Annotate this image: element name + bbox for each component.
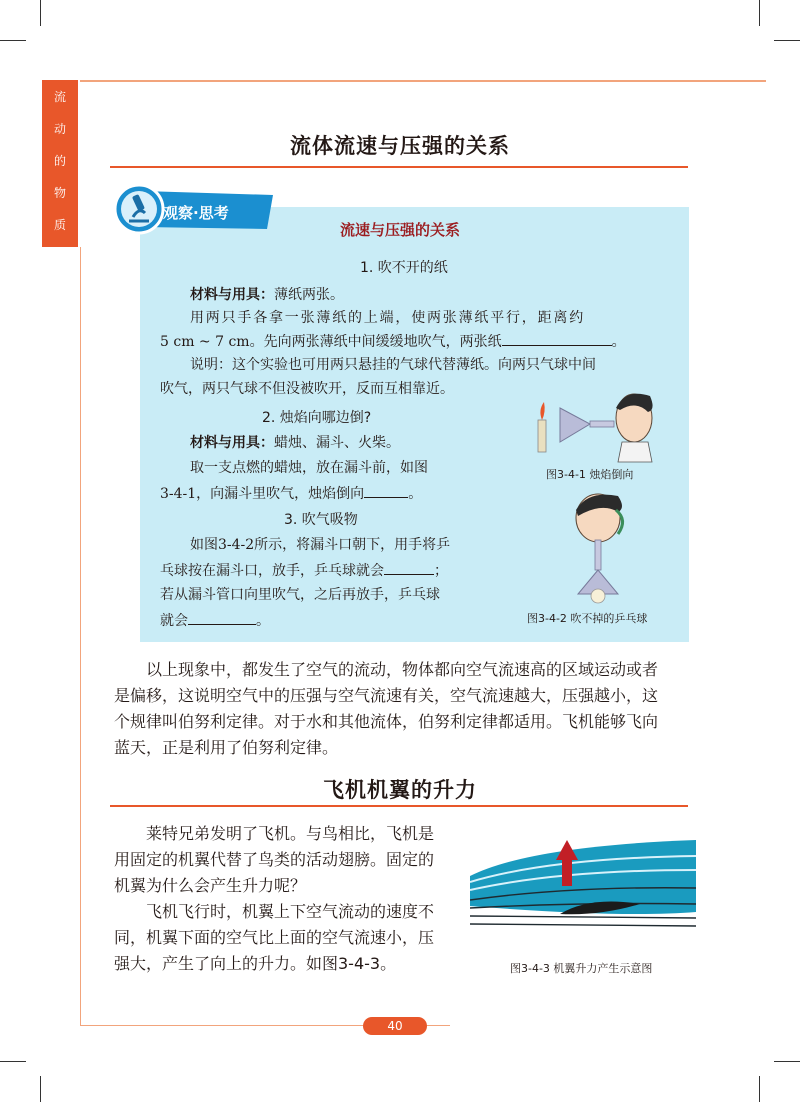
exp2-line2: 3-4-1，向漏斗里吹气，烛焰倒向 。	[160, 483, 422, 504]
exp3-line2: 乓球按在漏斗口，放手，乒乓球就会 ；	[160, 560, 448, 581]
exp1-materials: 材料与用具：薄纸两张。	[190, 287, 344, 303]
chapter-side-tab	[42, 80, 78, 247]
exp3-line1: 如图3-4-2所示，将漏斗口朝下，用手将乒	[190, 537, 451, 553]
paragraph-line: 机翼为什么会产生升力呢？	[114, 876, 307, 895]
exp3-title: 3. 吹气吸物	[284, 512, 358, 528]
exp1-note2: 吹气，两只气球不但没被吹开，反而互相靠近。	[160, 381, 454, 397]
exp1-note1: 说明：这个实验也可用两只悬挂的气球代替薄纸。向两只气球中间	[190, 357, 596, 373]
crop-mark	[774, 40, 800, 41]
crop-mark	[759, 1076, 760, 1102]
exp1-line2: 5 cm ~ 7 cm。先向两张薄纸中间缓缓地吹气，两张纸 。	[160, 331, 626, 352]
section-title-rule	[110, 166, 688, 168]
figure-3-4-1-caption: 图3-4-1 烛焰倒向	[546, 468, 634, 481]
section-title-wing-lift: 飞机机翼的升力	[323, 778, 477, 802]
paragraph-line: 强大，产生了向上的升力。如图3-4-3。	[114, 954, 397, 973]
paragraph-line: 莱特兄弟发明了飞机。与鸟相比，飞机是	[146, 824, 435, 843]
paragraph-line: 是偏移，这说明空气中的压强与空气流速有关，空气流速越大，压强越小，这	[114, 686, 659, 705]
crop-mark	[40, 1076, 41, 1102]
figure-3-4-2-caption: 图3-4-2 吹不掉的乒乓球	[527, 612, 648, 625]
exp1-title: 1. 吹不开的纸	[360, 260, 448, 276]
exp2-line1: 取一支点燃的蜡烛，放在漏斗前，如图	[190, 460, 428, 476]
page-top-rule	[80, 80, 766, 82]
crop-mark	[0, 40, 26, 41]
side-tab-char: 质	[53, 218, 66, 232]
funnel-pingpong-figure	[548, 490, 648, 610]
paragraph-line: 以上现象中，都发生了空气的流动，物体都向空气流速高的区域运动或者	[146, 660, 659, 679]
exp3-line3: 若从漏斗管口向里吹气，之后再放手，乒乓球	[160, 587, 440, 603]
side-tab-char: 流	[53, 90, 66, 104]
side-tab-char: 动	[53, 122, 66, 136]
exp2-materials: 材料与用具：蜡烛、漏斗、火柴。	[190, 435, 400, 451]
crop-mark	[40, 0, 41, 26]
candle-funnel-figure	[530, 380, 660, 464]
paragraph-line: 飞机飞行时，机翼上下空气流动的速度不	[146, 902, 435, 921]
figure-3-4-3-caption: 图3-4-3 机翼升力产生示意图	[510, 962, 653, 975]
crop-mark	[0, 1061, 26, 1062]
paragraph-line: 同，机翼下面的空气比上面的空气流速小，压	[114, 928, 435, 947]
section-title-fluid-pressure: 流体流速与压强的关系	[290, 134, 510, 158]
side-tab-char: 物	[53, 186, 66, 200]
exp3-line4: 就会 。	[160, 610, 270, 631]
paragraph-line: 用固定的机翼代替了鸟类的活动翅膀。固定的	[114, 850, 435, 869]
exp2-title: 2. 烛焰向哪边倒?	[262, 410, 372, 426]
crop-mark	[759, 0, 760, 26]
side-tab-char: 的	[53, 154, 66, 168]
exp1-line1: 用两只手各拿一张薄纸的上端，使两张薄纸平行，距离约	[190, 310, 585, 326]
page-left-rule	[80, 247, 81, 1025]
paragraph-line: 个规律叫伯努利定律。对于水和其他流体，伯努利定律都适用。飞机能够飞向	[114, 712, 659, 731]
paragraph-line: 蓝天，正是利用了伯努利定律。	[114, 738, 339, 757]
wing-lift-figure	[470, 826, 696, 944]
section-title-rule	[110, 805, 688, 807]
observe-badge-label: 观察·思考	[163, 204, 229, 222]
crop-mark	[774, 1061, 800, 1062]
observe-box-title: 流速与压强的关系	[340, 221, 461, 239]
page-number: 40	[387, 1019, 403, 1033]
